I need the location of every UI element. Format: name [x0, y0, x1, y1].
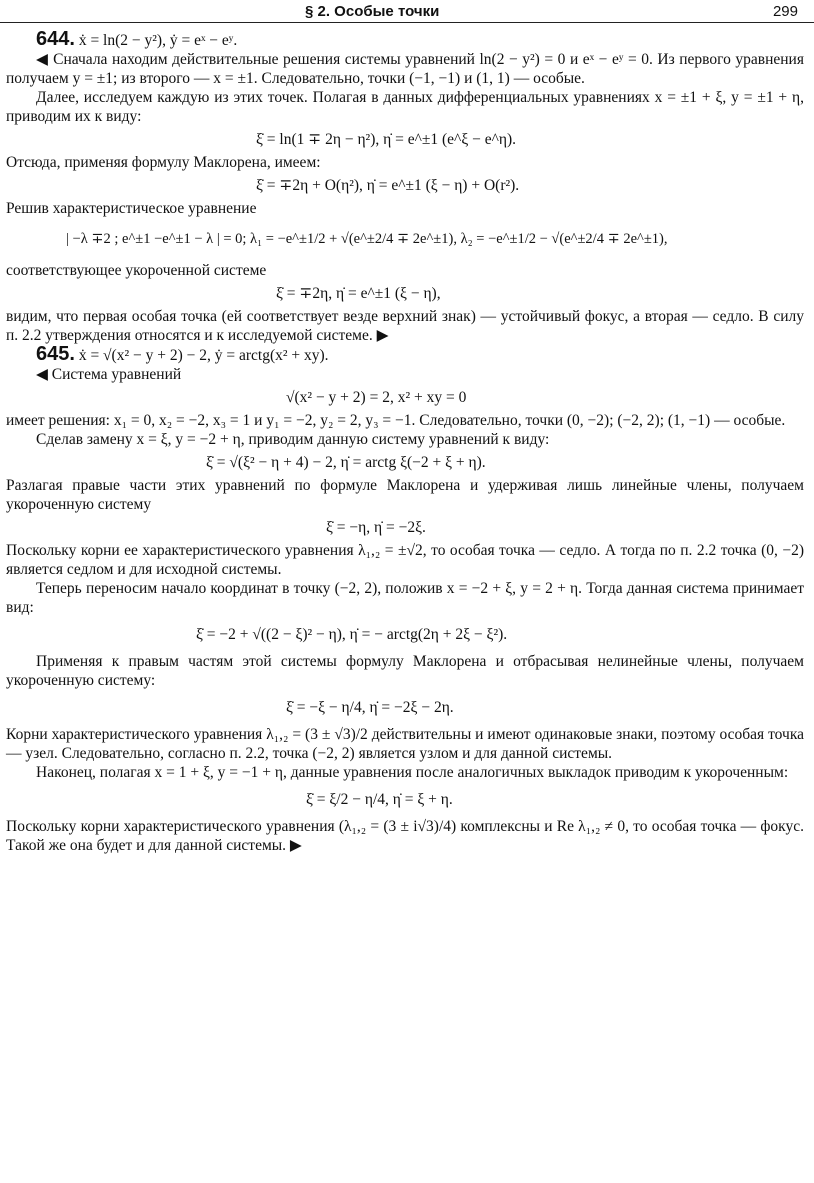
equation: ξ̇ = −2 + √((2 − ξ)² − η), η̇ = − arctg(2η + 2ξ − ξ²). [196, 626, 508, 643]
equation: ξ̇ = −ξ − η/4, η̇ = −2ξ − 2η. [286, 699, 454, 716]
problem-644-heading [36, 30, 804, 50]
paragraph: ◀ Сначала находим действительные решения системы уравнений ln(2 − y²) = 0 и eˣ − eʸ = 0. Из первого уравнения получаем y = ±1; из второго — x = ±1. Следовательно, точки (−1, −1) и (1, 1) — особые. [6, 51, 804, 87]
equation: ξ̇ = ξ/2 − η/4, η̇ = ξ + η. [306, 791, 453, 808]
paragraph: Далее, исследуем каждую из этих точек. Полагая в данных дифференциальных уравнениях x = ±1 + ξ, y = ±1 + η, приводим их к виду: [6, 89, 804, 125]
problem-number: 645. [36, 343, 75, 365]
paragraph: соответствующее укороченной системе [6, 262, 267, 279]
paragraph: Поскольку корни ее характеристического уравнения λ₁,₂ = ±√2, то особая точка — седло. А тогда по п. 2.2 точка (0, −2) является седлом и для исходной системы. [6, 542, 804, 578]
running-header [0, 2, 814, 23]
problem-645-heading [36, 345, 804, 365]
paragraph: Корни характеристического уравнения λ₁,₂ = (3 ± √3)/2 действительны и имеют одинаковые знаки, поэтому особая точка — узел. Следовательно, согласно п. 2.2, точка (−2, 2) является узлом и для данной системы. [6, 726, 804, 762]
paragraph: Решив характеристическое уравнение [6, 200, 257, 217]
problem-644 [6, 30, 804, 345]
paragraph: видим, что первая особая точка (ей соответствует везде верхний знак) — устойчивый фокус, а вторая — седло. В силу п. 2.2 утверждения относятся и к исследуемой системе. ▶ [6, 308, 804, 344]
section-title: § 2. Особые точки [305, 3, 440, 20]
paragraph: Отсюда, применяя формулу Маклорена, имеем: [6, 154, 321, 171]
paragraph: Применяя к правым частям этой системы формулу Маклорена и отбрасывая нелинейные члены, получаем укороченную систему: [6, 653, 804, 689]
equation: ξ̇ = ∓2η + O(η²), η̇ = e^±1 (ξ − η) + O(r²). [256, 177, 520, 194]
paragraph: Сделав замену x = ξ, y = −2 + η, приводим данную систему уравнений к виду: [36, 431, 550, 448]
page-body [6, 30, 804, 855]
equation: | −λ ∓2 ; e^±1 −e^±1 − λ | = 0; λ₁ = −e^±1/2 + √(e^±2/4 ∓ 2e^±1), λ₂ = −e^±1/2 − √(e^±2/4 ∓ 2e^±1), [66, 231, 668, 247]
problem-645 [6, 345, 804, 855]
paragraph: Теперь переносим начало координат в точку (−2, 2), положив x = −2 + ξ, y = 2 + η. Тогда данная система принимает вид: [6, 580, 804, 616]
equation: √(x² − y + 2) = 2, x² + xy = 0 [286, 389, 467, 406]
paragraph: ◀ Система уравнений [36, 366, 182, 383]
paragraph: Поскольку корни характеристического уравнения (λ₁,₂ = (3 ± i√3)/4) комплексны и Re λ₁,₂ ≠ 0, то особая точка — фокус. Такой же она будет и для данной системы. ▶ [6, 818, 804, 854]
problem-statement: ẋ = ln(2 − y²), ẏ = eˣ − eʸ. [78, 32, 238, 49]
equation: ξ̇ = √(ξ² − η + 4) − 2, η̇ = arctg ξ(−2 + ξ + η). [206, 454, 486, 471]
equation: ξ̇ = ln(1 ∓ 2η − η²), η̇ = e^±1 (e^ξ − e^η). [256, 131, 517, 148]
equation: ξ̇ = −η, η̇ = −2ξ. [326, 519, 426, 536]
problem-statement: ẋ = √(x² − y + 2) − 2, ẏ = arctg(x² + xy). [78, 347, 329, 364]
paragraph: Разлагая правые части этих уравнений по формуле Маклорена и удерживая лишь линейные члены, получаем укороченную систему [6, 477, 804, 513]
paragraph: имеет решения: x₁ = 0, x₂ = −2, x₃ = 1 и y₁ = −2, y₂ = 2, y₃ = −1. Следовательно, точки (0, −2); (−2, 2); (1, −1) — особые. [6, 412, 786, 429]
problem-number: 644. [36, 28, 75, 50]
page-number: 299 [772, 3, 798, 20]
equation: ξ̇ = ∓2η, η̇ = e^±1 (ξ − η), [276, 285, 441, 302]
paragraph: Наконец, полагая x = 1 + ξ, y = −1 + η, данные уравнения после аналогичных выкладок приводим к укороченным: [36, 764, 789, 781]
